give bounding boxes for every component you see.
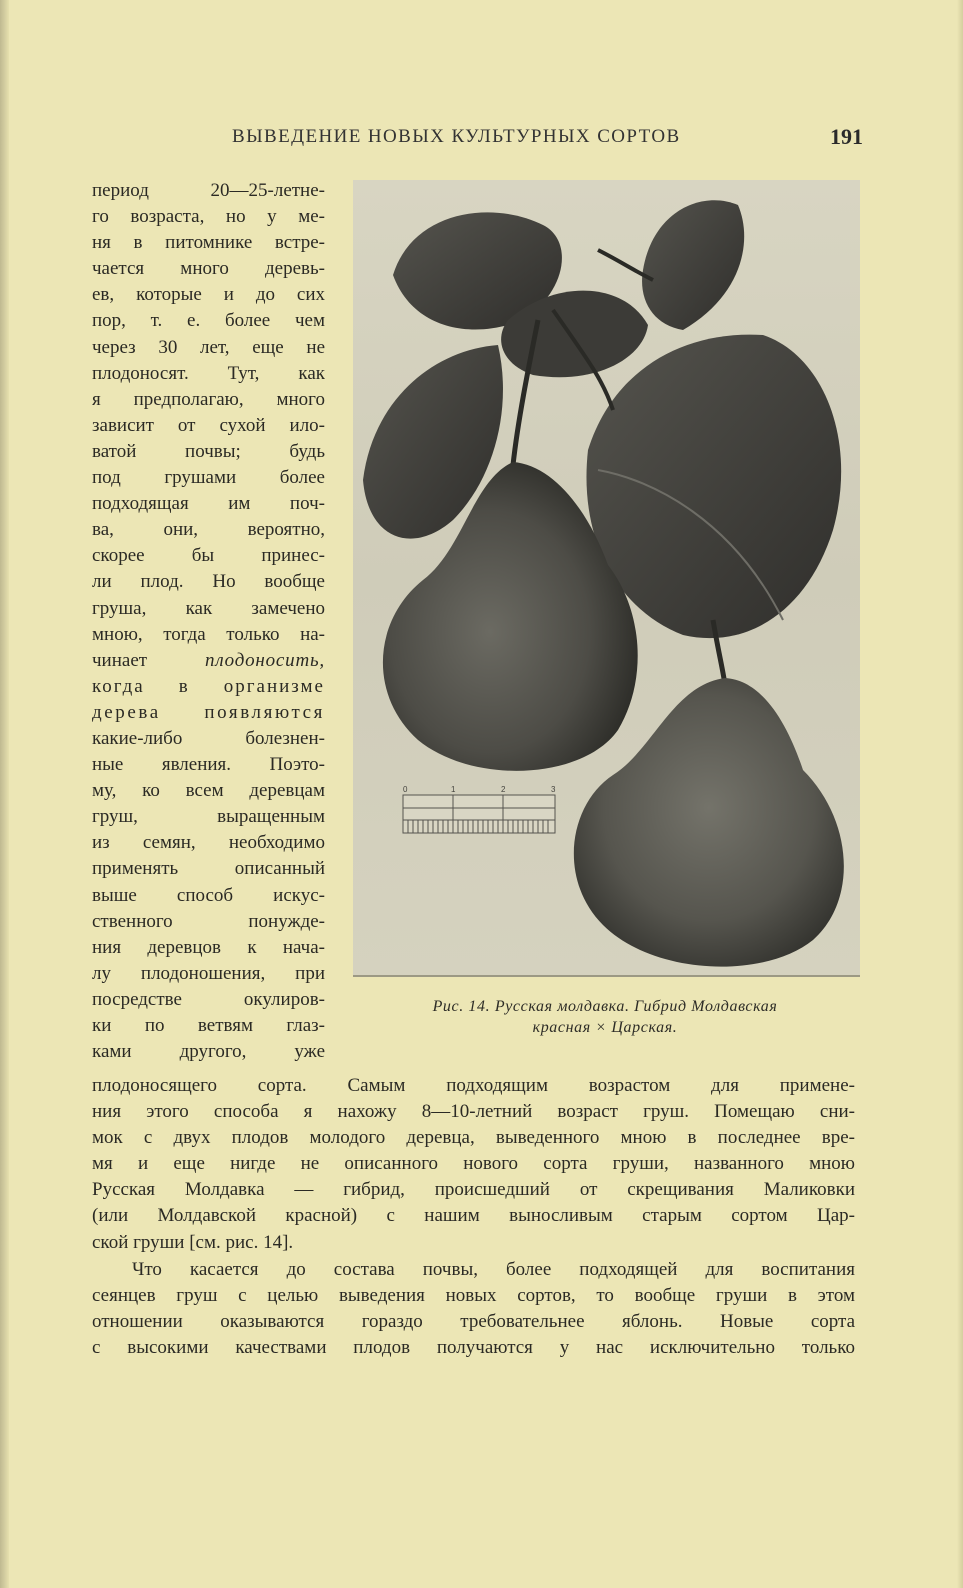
- pear-photograph: [353, 180, 860, 977]
- text-line-with-emphasis: [92, 648, 325, 674]
- text-line: груша, как замечено: [92, 597, 325, 619]
- body-text: [92, 1073, 855, 1361]
- text-line: (или Молдавской красной) с нашим выносливым старым сортом Цар-: [92, 1205, 855, 1227]
- text-line: му, ко всем деревцам: [92, 780, 325, 802]
- scale-label: 2: [501, 785, 506, 794]
- text-line: применять описанный: [92, 858, 325, 880]
- text-line: зависит от сухой ило-: [92, 414, 325, 436]
- scale-label: 0: [403, 785, 408, 794]
- text-line: ня в питомнике встре-: [92, 232, 325, 254]
- text-line: ственного понужде-: [92, 910, 325, 932]
- text-line: когда в организме: [92, 675, 325, 697]
- caption-line: Рис. 14. Русская молдавка. Гибрид Молдавская: [432, 998, 778, 1015]
- text-line: ные явления. Поэто-: [92, 754, 325, 776]
- text-line: ли плод. Но вообще: [92, 571, 325, 593]
- text-line: ватой почвы; будь: [92, 440, 325, 462]
- text-line: под грушами более: [92, 467, 325, 489]
- text-line: какие-либо болезнен-: [92, 727, 325, 749]
- text-line: ев, которые и до сих: [92, 284, 325, 306]
- text-line: отношении оказываются гораздо требовательнее яблонь. Новые сорта: [92, 1310, 855, 1332]
- caption-line: красная × Царская.: [532, 1019, 678, 1036]
- text-line: плодоносят. Тут, как: [92, 362, 325, 384]
- text-line: ния деревцов к нача-: [92, 936, 325, 958]
- text-line: лу плодоношения, при: [92, 962, 325, 984]
- left-column-text: [92, 178, 325, 1065]
- text-line: мя и еще нигде не описанного нового сорта груши, названного мною: [92, 1153, 855, 1175]
- text-line: сеянцев груш с целью выведения новых сортов, то вообще груши в этом: [92, 1284, 855, 1306]
- page-number: 191: [830, 124, 863, 149]
- scale-ruler: [403, 785, 556, 833]
- text-line: ки по ветвям глаз-: [92, 1015, 325, 1036]
- paragraph-first-line: Что касается до состава почвы, более подходящей для воспитания: [132, 1258, 855, 1280]
- figure-caption: [360, 996, 850, 1038]
- text-line: через 30 лет, еще не: [92, 336, 325, 358]
- text-line: груш, выращенным: [92, 806, 325, 828]
- leaf: [586, 335, 841, 639]
- text-line: Русская Молдавка — гибрид, происшедший от скрещивания Маликовки: [92, 1179, 855, 1201]
- text-fragment: чинает: [92, 649, 148, 671]
- text-line: я предполагаю, много: [92, 388, 325, 410]
- text-line: ния этого способа я нахожу 8—10-летний возраст груш. Помещаю сни-: [92, 1101, 855, 1123]
- text-line: скорее бы принес-: [92, 545, 325, 567]
- text-line: период 20—25-летне-: [92, 180, 325, 201]
- text-line: пор, т. е. более чем: [92, 310, 325, 332]
- emphasized-word: плодоносить,: [205, 649, 325, 671]
- text-line: с высокими качествами плодов получаются у нас исключительно только: [92, 1336, 855, 1358]
- text-line: ками другого, уже: [92, 1041, 325, 1063]
- pear-illustration: [353, 180, 860, 975]
- scale-label: 3: [551, 785, 556, 794]
- text-line: дерева появляются: [92, 701, 325, 723]
- text-line: ва, они, вероятно,: [92, 519, 325, 541]
- text-line: ской груши [см. рис. 14].: [92, 1231, 294, 1253]
- text-line: посредстве окулиров-: [92, 988, 325, 1010]
- text-line: чается много деревь-: [92, 258, 325, 280]
- running-head: ВЫВЕДЕНИЕ НОВЫХ КУЛЬТУРНЫХ СОРТОВ: [232, 126, 681, 147]
- text-line: выше способ искус-: [92, 884, 325, 906]
- ruler-body: [403, 795, 555, 833]
- page-edge-right: [957, 0, 963, 1588]
- text-line: го возраста, но у ме-: [92, 206, 325, 228]
- text-line: из семян, необходимо: [92, 832, 325, 854]
- text-line: подходящая им поч-: [92, 493, 325, 515]
- text-line: плодоносящего сорта. Самым подходящим возрастом для примене-: [92, 1075, 855, 1096]
- text-line: мною, тогда только на-: [92, 623, 325, 645]
- leaf: [642, 200, 744, 330]
- page-edge-left: [0, 0, 9, 1588]
- text-line: мок с двух плодов молодого деревца, выведенного мною в последнее вре-: [92, 1127, 855, 1149]
- scale-label: 1: [451, 785, 456, 794]
